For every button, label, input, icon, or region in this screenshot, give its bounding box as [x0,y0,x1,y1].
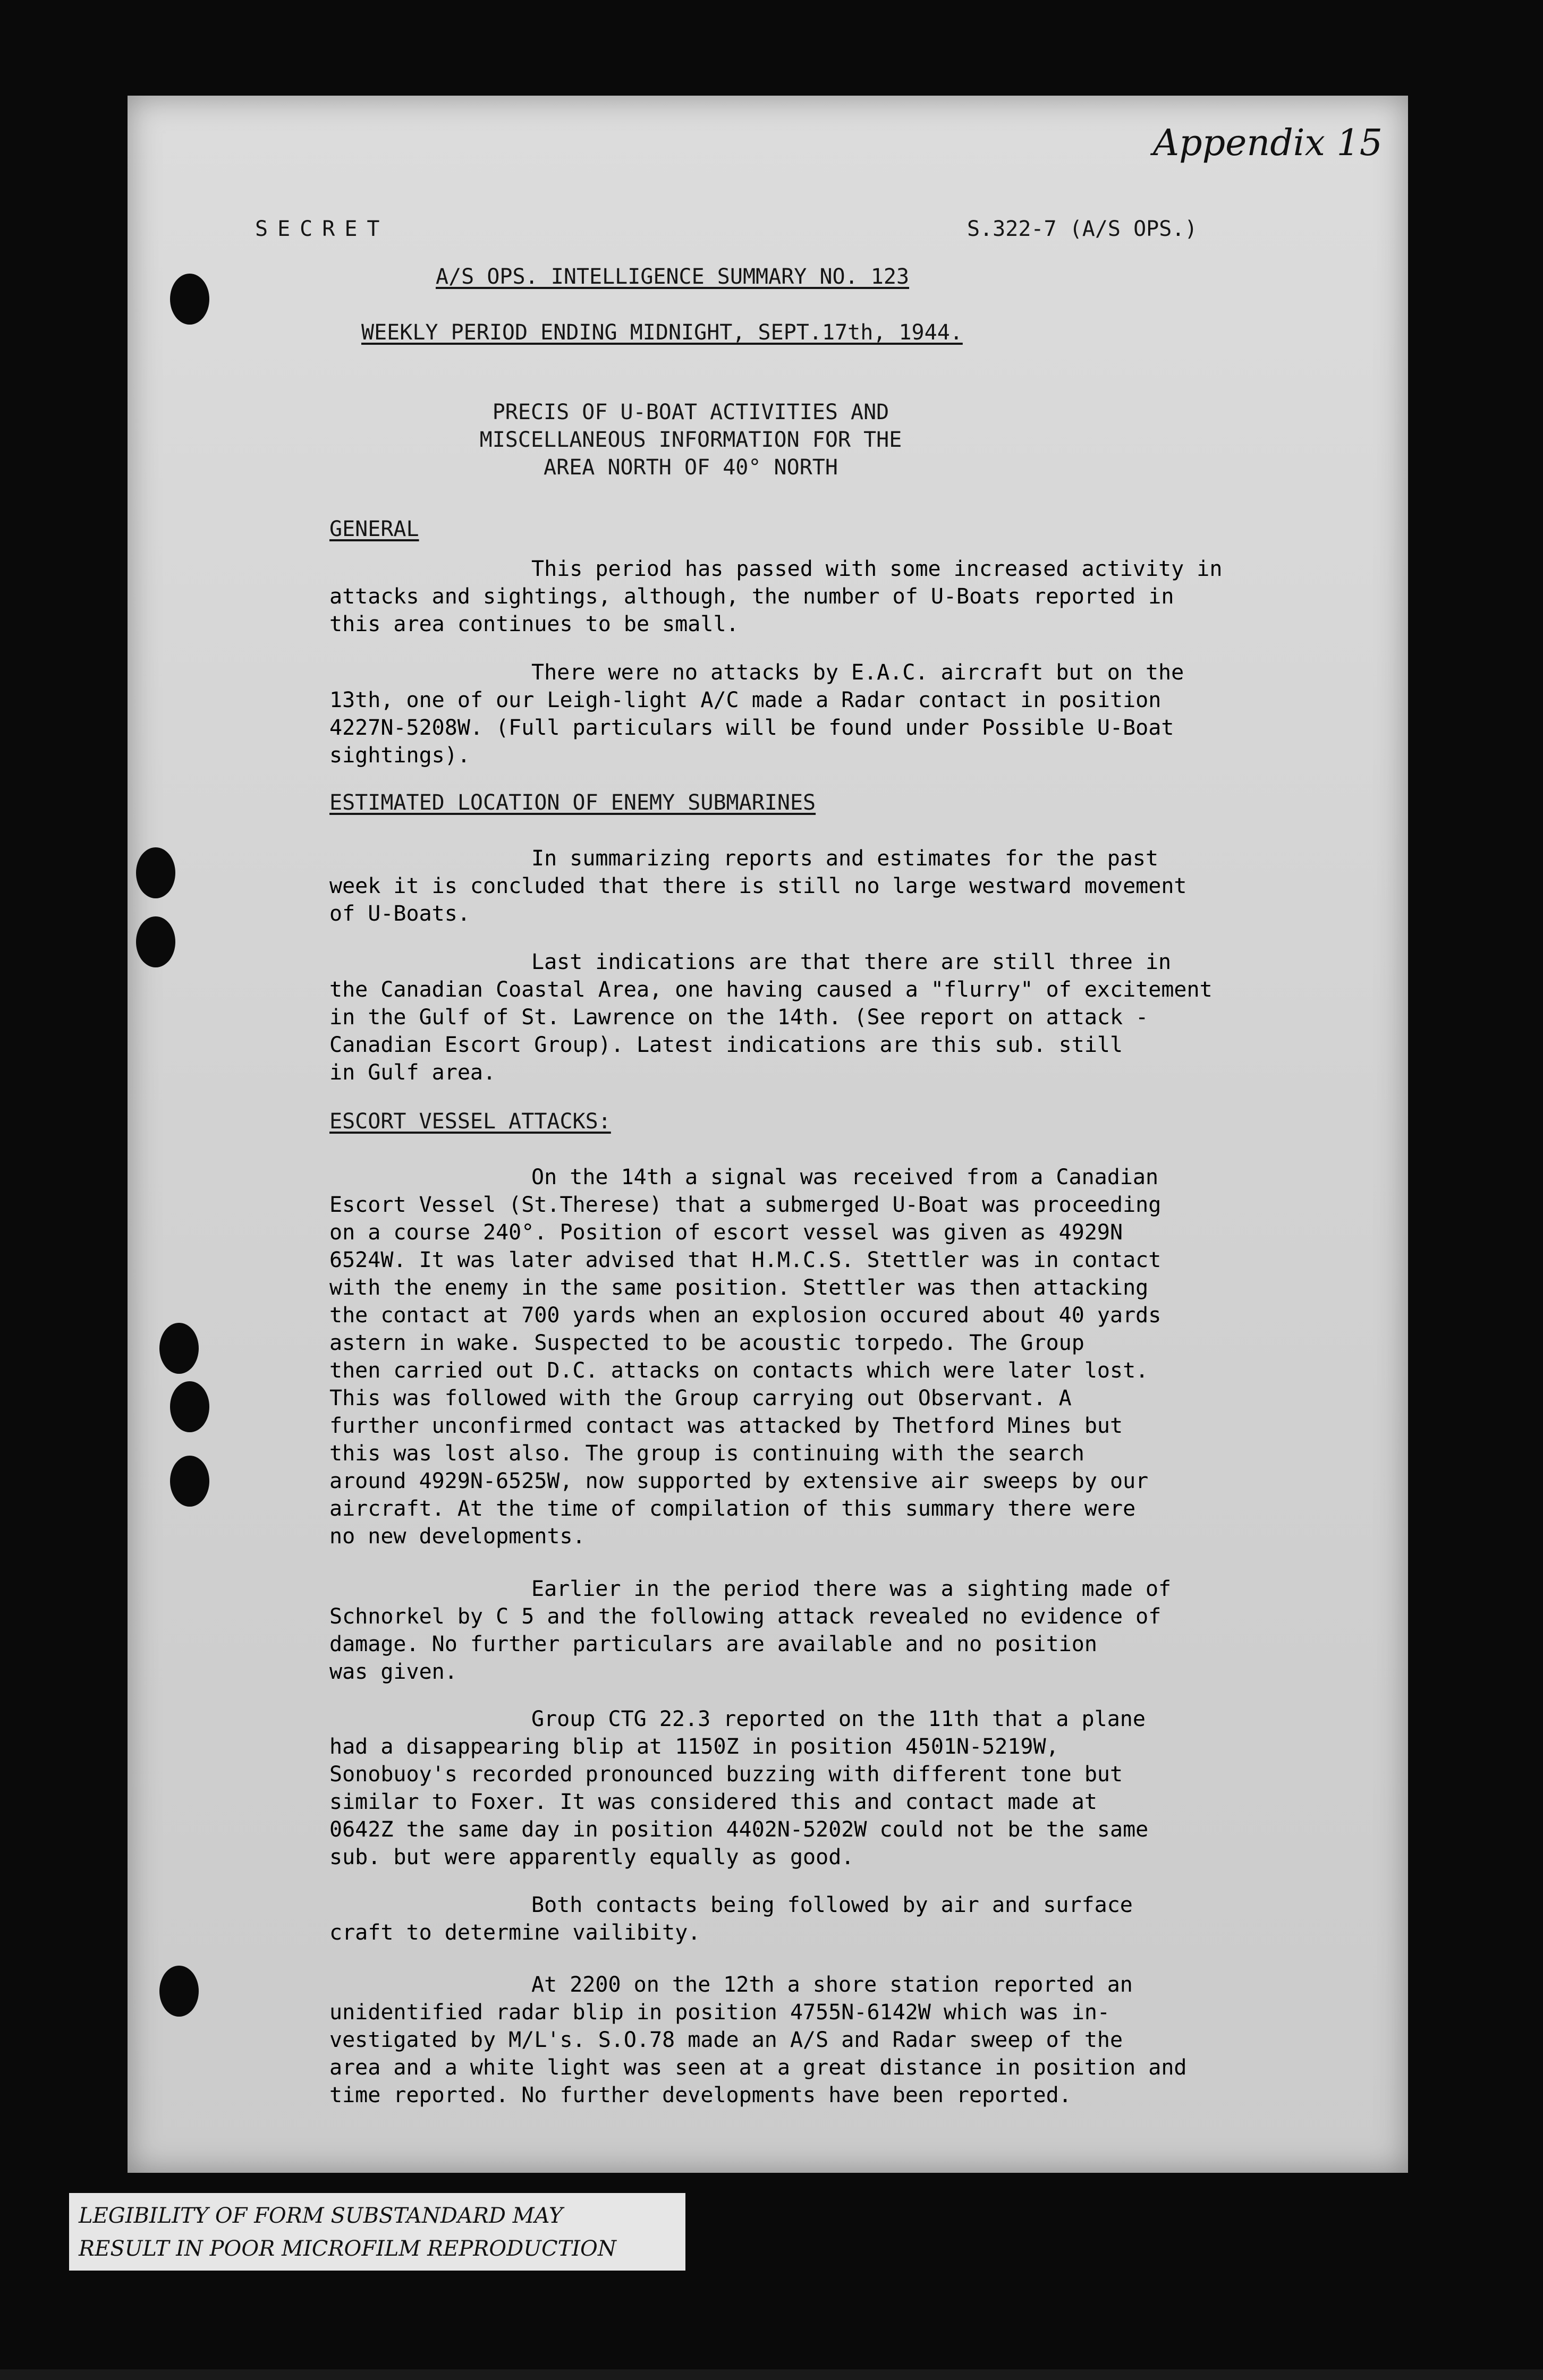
text-line: unidentified radar blip in position 4755N-6142W which was in- [329,2000,1110,2025]
text-line: On the 14th a signal was received from a Canadian [531,1165,1159,1189]
precis-line: AREA NORTH OF 40° NORTH [544,455,838,480]
text-line: in the Gulf of St. Lawrence on the 14th. (See report on attack - [329,1005,1149,1030]
text-line: time reported. No further developments have been reported. [329,2083,1072,2107]
general-paragraph-2 [329,659,1387,769]
text-line: the contact at 700 yards when an explosion occured about 40 yards [329,1303,1162,1328]
text-line: around 4929N-6525W, now supported by extensive air sweeps by our [329,1469,1149,1493]
punch-hole [170,1381,209,1432]
text-line: further unconfirmed contact was attacked by Thetford Mines but [329,1414,1123,1438]
escort-heading: ESCORT VESSEL ATTACKS: [329,1109,611,1134]
text-line: This period has passed with some increased activity in [531,557,1223,581]
text-line: Both contacts being followed by air and surface [531,1893,1133,1917]
punch-hole [136,916,175,967]
text-line: with the enemy in the same position. Stettler was then attacking [329,1276,1149,1300]
text-line: week it is concluded that there is still no large westward movement [329,874,1187,898]
text-line: At 2200 on the 12th a shore station reported an [531,1973,1133,1997]
text-line: astern in wake. Suspected to be acoustic torpedo. The Group [329,1331,1084,1355]
escort-paragraph-2 [329,1575,1387,1686]
text-line: aircraft. At the time of compilation of this summary there were [329,1497,1136,1521]
text-line: this was lost also. The group is continuing with the search [329,1441,1084,1466]
escort-paragraph-4 [329,1891,1387,1946]
text-line: Last indications are that there are still three in [531,950,1172,974]
precis-line: PRECIS OF U-BOAT ACTIVITIES AND [492,400,889,424]
precis-line: MISCELLANEOUS INFORMATION FOR THE [479,428,902,452]
location-paragraph-2 [329,948,1387,1086]
text-line: 4227N-5208W. (Full particulars will be found under Possible U-Boat [329,716,1174,740]
text-line: Sonobuoy's recorded pronounced buzzing with different tone but [329,1762,1123,1787]
legibility-line: RESULT IN POOR MICROFILM REPRODUCTION [79,2237,616,2261]
text-line: area and a white light was seen at a great distance in position and [329,2055,1187,2080]
location-heading: ESTIMATED LOCATION OF ENEMY SUBMARINES [329,790,816,815]
text-line: This was followed with the Group carrying out Observant. A [329,1386,1072,1410]
document-reference: S.322-7 (A/S OPS.) [967,217,1198,241]
escort-paragraph-5 [329,1971,1387,2109]
punch-hole [159,1966,199,2017]
text-line: was given. [329,1660,457,1684]
general-paragraph-1 [329,555,1387,638]
period-title: WEEKLY PERIOD ENDING MIDNIGHT, SEPT.17th, 1944. [361,320,963,345]
escort-paragraph-3 [329,1705,1387,1871]
text-line: There were no attacks by E.A.C. aircraft but on the [531,660,1184,685]
text-line: 13th, one of our Leigh-light A/C made a Radar contact in position [329,688,1162,712]
appendix-note: Appendix 15 [1153,122,1383,164]
punch-hole [159,1323,199,1374]
text-line: Group CTG 22.3 reported on the 11th that a plane [531,1707,1146,1731]
microfilm-legibility-label [69,2193,685,2271]
text-line: sub. but were apparently equally as good. [329,1845,854,1869]
document-page [128,96,1408,2173]
general-heading: GENERAL [329,517,419,541]
text-line: attacks and sightings, although, the number of U-Boats reported in [329,584,1174,609]
text-line: In summarizing reports and estimates for the past [531,846,1159,871]
location-paragraph-1 [329,845,1387,928]
text-line: sightings). [329,743,470,768]
text-line: craft to determine vailibity. [329,1920,701,1945]
escort-paragraph-1 [329,1163,1387,1550]
text-line: Earlier in the period there was a sighting made of [531,1577,1172,1601]
text-line: 0642Z the same day in position 4402N-5202W could not be the same [329,1817,1149,1842]
text-line: the Canadian Coastal Area, one having caused a "flurry" of excitement [329,978,1213,1002]
text-line: then carried out D.C. attacks on contacts which were later lost. [329,1358,1149,1383]
text-line: damage. No further particulars are available and no position [329,1632,1097,1656]
text-line: in Gulf area. [329,1060,496,1085]
text-line: Escort Vessel (St.Therese) that a submerged U-Boat was proceeding [329,1193,1162,1217]
text-line: Schnorkel by C 5 and the following attack revealed no evidence of [329,1604,1162,1629]
text-line: of U-Boats. [329,902,470,926]
legibility-line: LEGIBILITY OF FORM SUBSTANDARD MAY [79,2204,563,2228]
text-line: on a course 240°. Position of escort vessel was given as 4929N [329,1220,1123,1245]
text-line: similar to Foxer. It was considered this and contact made at [329,1790,1097,1814]
classification-label: SECRET [255,217,389,241]
text-line: no new developments. [329,1524,586,1549]
text-line: this area continues to be small. [329,612,739,636]
text-line: had a disappearing blip at 1150Z in position 4501N-5219W, [329,1735,1059,1759]
text-line: 6524W. It was later advised that H.M.C.S. Stettler was in contact [329,1248,1162,1272]
punch-hole [136,847,175,898]
precis-heading [361,398,1020,481]
text-line: vestigated by M/L's. S.O.78 made an A/S and Radar sweep of the [329,2028,1123,2052]
film-edge [0,2369,1543,2380]
summary-title: A/S OPS. INTELLIGENCE SUMMARY NO. 123 [436,265,910,289]
punch-hole [170,274,209,325]
punch-hole [170,1456,209,1507]
text-line: Canadian Escort Group). Latest indications are this sub. still [329,1033,1123,1057]
